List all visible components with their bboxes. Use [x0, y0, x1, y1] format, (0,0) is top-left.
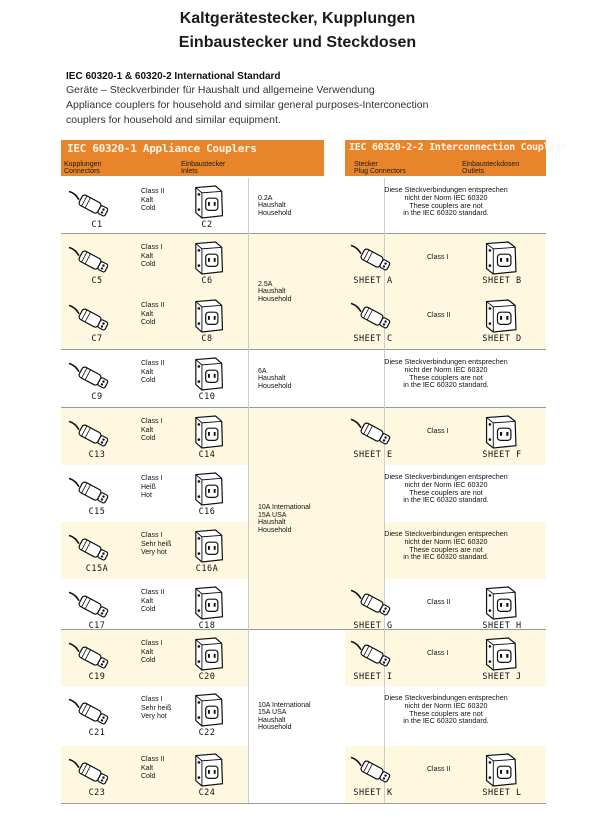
left-table-header — [61, 140, 324, 176]
title-line-1: Kaltgerätestecker, Kupplungen — [179, 10, 416, 27]
inlets-header-en: Inlets — [181, 168, 198, 175]
inlet-socket-icon — [189, 635, 227, 673]
inlet-socket-icon — [189, 584, 227, 622]
class-rating-text: Class I Kalt Cold — [141, 640, 163, 664]
intro-german: Geräte – Steckverbinder für Haushalt und allgemeine Verwendung — [66, 84, 375, 96]
inlet-socket-icon — [189, 691, 227, 729]
current-rating: 10A International 15A USA Haushalt Household — [258, 701, 311, 731]
left-header-title: IEC 60320-1 Appliance Couplers — [67, 142, 257, 155]
inlet-label: C18 — [198, 621, 216, 631]
plug-connector-icon — [347, 298, 397, 334]
class-rating-text: Class I Kalt Cold — [141, 418, 163, 442]
connector-label: C15A — [85, 564, 109, 574]
outlet-socket-icon — [479, 635, 521, 673]
connector-plug-icon — [65, 473, 115, 509]
inlet-label: C24 — [198, 788, 216, 798]
outlet-label: SHEET B — [482, 276, 522, 286]
plug-label: SHEET A — [353, 276, 393, 286]
not-in-standard-note: Diese Steckverbindungen entsprechen nicht der Norm IEC 60320 These couplers are not in the IEC 60320 standard. — [384, 357, 508, 390]
plug-connector-icon — [347, 585, 397, 621]
right-class-text: Class I — [427, 650, 449, 657]
plugs-header-en: Plug Connectors — [354, 168, 406, 175]
class-rating-text: Class I Heiß Hot — [141, 475, 163, 499]
plug-connector-icon — [347, 636, 397, 672]
connector-plug-icon — [65, 587, 115, 623]
class-rating-text: Class I Sehr heiß Very hot — [141, 532, 172, 556]
plug-label: SHEET E — [353, 450, 393, 460]
inlet-socket-icon — [189, 297, 227, 335]
inlet-label: C16A — [195, 564, 219, 574]
connector-plug-icon — [65, 300, 115, 336]
right-class-text: Class I — [427, 428, 449, 435]
inlet-label: C6 — [201, 276, 213, 286]
inlet-label: C2 — [201, 220, 213, 230]
inlets-header-de: Einbaustecker — [181, 161, 226, 168]
title-line-2: Einbaustecker und Steckdosen — [178, 34, 417, 51]
class-rating-text: Class II Kalt Cold — [141, 188, 165, 212]
connector-plug-icon — [65, 416, 115, 452]
inlet-label: C22 — [198, 728, 216, 738]
outlet-socket-icon — [479, 239, 521, 277]
outlets-header-de: Einbausteckdosen — [462, 161, 520, 168]
group-divider — [61, 407, 546, 408]
outlet-socket-icon — [479, 413, 521, 451]
plug-connector-icon — [347, 240, 397, 276]
right-header-title: IEC 60320-2-2 Interconnection Couplers — [349, 142, 567, 153]
current-rating: 0.2A Haushalt Household — [258, 194, 292, 217]
plug-connector-icon — [347, 752, 397, 788]
connector-plug-icon — [65, 530, 115, 566]
connector-label: C1 — [91, 220, 103, 230]
current-rating: 2.5A Haushalt Household — [258, 280, 292, 303]
table-bottom-line — [61, 803, 546, 804]
connectors-header-en: Connectors — [64, 168, 100, 175]
right-class-text: Class I — [427, 254, 449, 261]
connector-label: C7 — [91, 334, 103, 344]
connector-plug-icon — [65, 358, 115, 394]
connector-label: C17 — [88, 621, 106, 631]
not-in-standard-note: Diese Steckverbindungen entsprechen nicht der Norm IEC 60320 These couplers are not in the IEC 60320 standard. — [384, 472, 508, 505]
connector-label: C21 — [88, 728, 106, 738]
right-class-text: Class II — [427, 312, 451, 319]
class-rating-text: Class II Kalt Cold — [141, 360, 165, 384]
inlet-label: C10 — [198, 392, 216, 402]
outlet-label: SHEET F — [482, 450, 522, 460]
plug-connector-icon — [347, 414, 397, 450]
rating-column-left-border — [248, 178, 249, 803]
inlet-label: C14 — [198, 450, 216, 460]
right-table-header — [345, 140, 567, 176]
connector-label: C9 — [91, 392, 103, 402]
plug-label: SHEET G — [353, 621, 393, 631]
connector-label: C19 — [88, 672, 106, 682]
inlet-socket-icon — [189, 413, 227, 451]
connectors-header-de: Kupplungen — [64, 161, 102, 168]
connector-plug-icon — [65, 186, 115, 222]
current-rating: 10A International 15A USA Haushalt Household — [258, 504, 311, 534]
connector-plug-icon — [65, 754, 115, 790]
plug-label: SHEET C — [353, 334, 393, 344]
class-rating-text: Class I Sehr heiß Very hot — [141, 696, 172, 720]
outlet-label: SHEET D — [482, 334, 522, 344]
current-rating: 6A Haushalt Household — [258, 367, 292, 390]
inlet-label: C16 — [198, 507, 216, 517]
outlet-socket-icon — [479, 751, 521, 789]
intro-english-line-1: Appliance couplers for household and similar general purposes-Interconection — [66, 99, 429, 111]
inlet-socket-icon — [189, 183, 227, 221]
plugs-header-de: Stecker — [354, 161, 378, 168]
class-rating-text: Class I Kalt Cold — [141, 244, 163, 268]
right-class-text: Class II — [427, 599, 451, 606]
connector-plug-icon — [65, 638, 115, 674]
intro-english-line-2: couplers for household and similar equipment. — [66, 114, 281, 126]
inlet-socket-icon — [189, 239, 227, 277]
outlet-label: SHEET L — [482, 788, 522, 798]
outlet-label: SHEET J — [482, 672, 522, 682]
class-rating-text: Class II Kalt Cold — [141, 302, 165, 326]
connector-label: C13 — [88, 450, 106, 460]
inlet-socket-icon — [189, 355, 227, 393]
connector-plug-icon — [65, 242, 115, 278]
connector-label: C15 — [88, 507, 106, 517]
outlet-label: SHEET H — [482, 621, 522, 631]
connector-label: C23 — [88, 788, 106, 798]
group-divider — [61, 349, 546, 350]
class-rating-text: Class II Kalt Cold — [141, 589, 165, 613]
inlet-label: C8 — [201, 334, 213, 344]
right-class-text: Class II — [427, 766, 451, 773]
connector-label: C5 — [91, 276, 103, 286]
not-in-standard-note: Diese Steckverbindungen entsprechen nicht der Norm IEC 60320 These couplers are not in the IEC 60320 standard. — [384, 693, 508, 726]
inlet-label: C20 — [198, 672, 216, 682]
connector-plug-icon — [65, 694, 115, 730]
inlet-socket-icon — [189, 751, 227, 789]
plug-label: SHEET K — [353, 788, 393, 798]
not-in-standard-note: Diese Steckverbindungen entsprechen nicht der Norm IEC 60320 These couplers are not in the IEC 60320 standard. — [384, 529, 508, 562]
group-divider — [61, 233, 546, 234]
outlets-header-en: Outlets — [462, 168, 485, 175]
inlet-socket-icon — [189, 470, 227, 508]
not-in-standard-note: Diese Steckverbindungen entsprechen nicht der Norm IEC 60320 These couplers are not in the IEC 60320 standard. — [384, 185, 508, 218]
plug-label: SHEET I — [353, 672, 393, 682]
class-rating-text: Class II Kalt Cold — [141, 756, 165, 780]
outlet-socket-icon — [479, 584, 521, 622]
outlet-socket-icon — [479, 297, 521, 335]
standard-heading: IEC 60320-1 & 60320-2 International Standard — [66, 71, 281, 82]
group-divider — [61, 629, 546, 630]
inlet-socket-icon — [189, 527, 227, 565]
